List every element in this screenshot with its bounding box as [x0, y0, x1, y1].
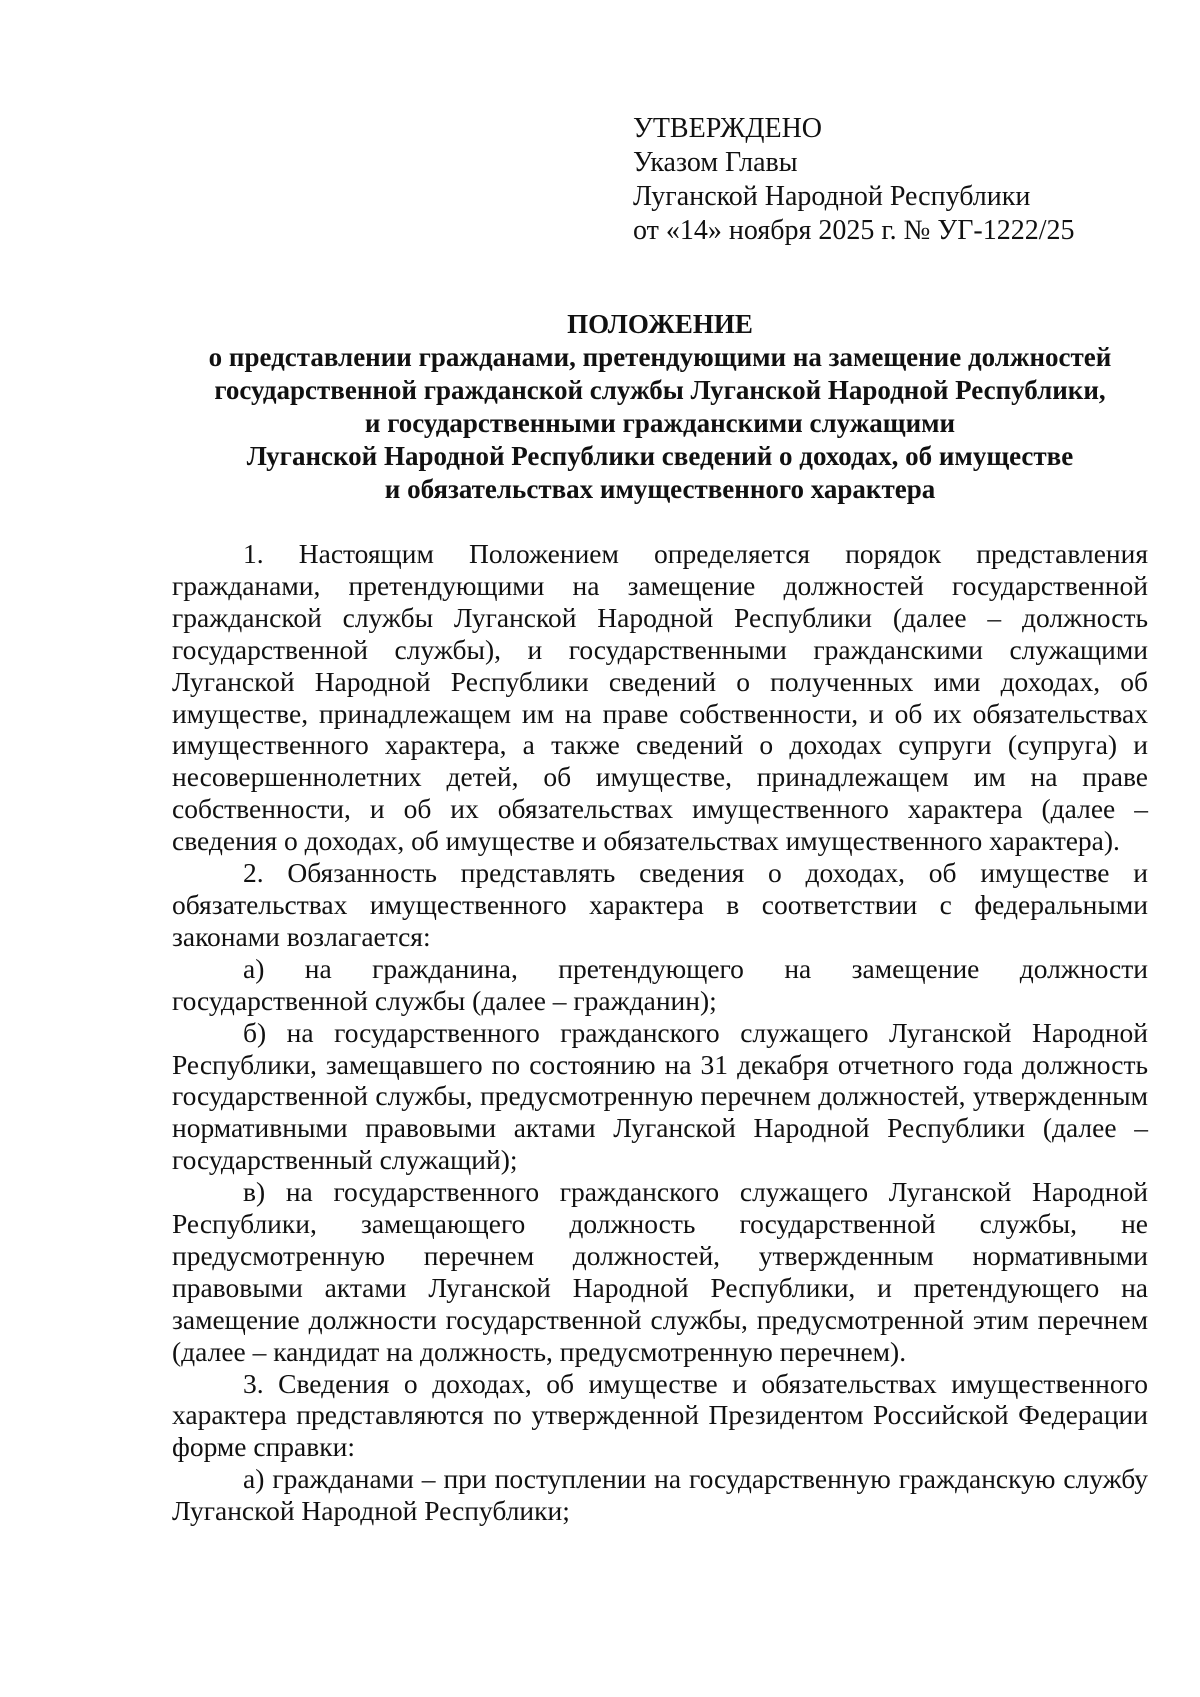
approval-date-number: от «14» ноября 2025 г. № УГ-1222/25 — [633, 215, 1075, 246]
paragraph-3a: а) гражданами – при поступлении на государственную гражданскую службу Луганской Народной Республики; — [172, 1463, 1148, 1527]
title-line-4: Луганской Народной Республики сведений о доходах, об имуществе — [246, 441, 1074, 471]
paragraph-2: 2. Обязанность представлять сведения о доходах, об имуществе и обязательствах имущественного характера в соответствии с федеральными законами возлагается: — [172, 857, 1148, 952]
paragraph-2a: а) на гражданина, претендующего на замещение должности государственной службы (далее – гражданин); — [172, 952, 1148, 1016]
title-line-3: и государственными гражданскими служащими — [364, 408, 956, 438]
document-title — [130, 308, 1190, 506]
title-main: ПОЛОЖЕНИЕ — [567, 309, 753, 339]
paragraph-2v: в) на государственного гражданского служащего Луганской Народной Республики, замещающего должность государственной службы, не предусмотренную перечнем должностей, утвержденным нормативными правовыми актами Луганской Народной Республики, и претендующего на замещение должности государственной службы, предусмотренной этим перечнем (далее – кандидат на должность, предусмотренную перечнем). — [172, 1176, 1148, 1367]
paragraph-1: 1. Настоящим Положением определяется порядок представления гражданами, претендующими на замещение должностей государственной гражданской службы Луганской Народной Республики (далее – должность государственной службы), и государственными гражданскими служащими Луганской Народной Республики сведений о полученных ими доходах, об имуществе, принадлежащем им на праве собственности, и об их обязательствах имущественного характера, а также сведений о доходах супруги (супруга) и несовершеннолетних детей, об имуществе, принадлежащем им на праве собственности, и об их обязательствах имущественного характера (далее – сведения о доходах, об имуществе и обязательствах имущественного характера). — [172, 538, 1148, 857]
approval-stamp — [633, 112, 1074, 248]
approval-decree-line: Указом Главы — [633, 147, 798, 178]
title-line-2: государственной гражданской службы Луганской Народной Республики, — [214, 375, 1106, 405]
title-line-5: и обязательствах имущественного характера — [384, 474, 936, 504]
approval-heading: УТВЕРЖДЕНО — [633, 113, 823, 144]
approval-authority-line: Луганской Народной Республики — [633, 181, 1031, 212]
document-body — [172, 538, 1148, 1527]
title-line-1: о представлении гражданами, претендующими на замещение должностей — [208, 342, 1112, 372]
paragraph-2b: б) на государственного гражданского служащего Луганской Народной Республики, замещавшего по состоянию на 31 декабря отчетного года должность государственной службы, предусмотренную перечнем должностей, утвержденным нормативными правовыми актами Луганской Народной Республики (далее – государственный служащий); — [172, 1016, 1148, 1176]
paragraph-3: 3. Сведения о доходах, об имуществе и обязательствах имущественного характера представляются по утвержденной Президентом Российской Федерации форме справки: — [172, 1367, 1148, 1463]
